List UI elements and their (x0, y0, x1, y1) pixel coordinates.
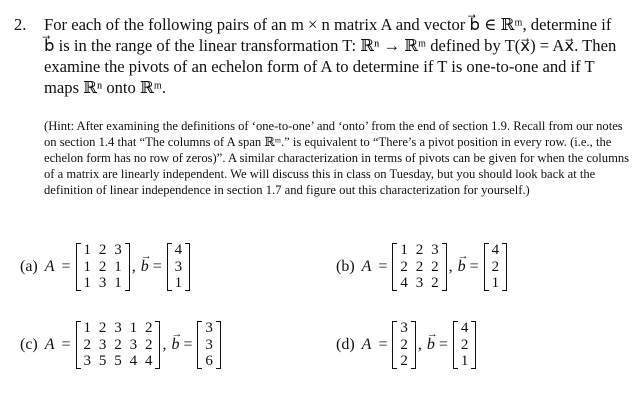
vector-b-col (457, 320, 472, 370)
matrix-a-col (80, 242, 95, 292)
matrix-entry: 1 (83, 242, 92, 258)
matrix-symbol-a: A (44, 335, 55, 353)
vector-b (167, 242, 190, 292)
problem-label: (b) (336, 257, 355, 275)
equals-sign: = (378, 335, 388, 353)
matrix-entry: 5 (114, 353, 122, 369)
matrix-entry: 4 (174, 242, 183, 258)
vector-arrow-icon: → (426, 327, 438, 340)
vector-b-col (171, 242, 186, 292)
matrix-a-col (110, 320, 125, 370)
matrix-entry: 4 (400, 275, 408, 291)
matrix-entry: 3 (83, 353, 92, 369)
matrix-entry: 2 (98, 242, 107, 258)
matrix-a-col (396, 320, 411, 370)
comma-separator: , (162, 335, 167, 353)
matrix-entry: 3 (415, 275, 424, 291)
problem-label: (d) (336, 335, 355, 353)
matrix-a (392, 320, 415, 370)
vector-b (197, 320, 220, 370)
matrix-a (76, 242, 130, 292)
matrix-entry: 3 (174, 258, 183, 275)
equals-sign: = (61, 257, 71, 275)
matrix-entry: 3 (400, 320, 408, 336)
matrix-entry: 1 (83, 275, 92, 291)
matrix-entry: 3 (98, 275, 107, 291)
matrix-entry: 3 (129, 336, 138, 353)
vector-symbol-b: b → (426, 327, 438, 353)
vector-arrow-icon: → (457, 249, 469, 262)
equals-sign: = (438, 335, 448, 353)
vector-symbol-b: b → (140, 249, 152, 275)
matrix-symbol-a: A (44, 257, 55, 275)
matrix-entry: 3 (205, 336, 213, 353)
matrix-entry: 2 (460, 336, 469, 353)
matrix-a-col (141, 320, 156, 370)
vector-symbol-b: b → (457, 249, 469, 275)
equals-sign: = (183, 335, 193, 353)
matrix-entry: 2 (145, 336, 153, 353)
problem-a (20, 242, 190, 292)
matrix-entry: 1 (174, 275, 183, 291)
equals-sign: = (378, 257, 388, 275)
matrix-a-col (110, 242, 125, 292)
matrix-entry: 4 (460, 320, 469, 336)
vector-b (484, 242, 507, 292)
matrix-entry: 1 (491, 275, 500, 291)
matrix-entry: 2 (83, 336, 92, 353)
hint-paragraph: (Hint: After examining the definitions of ‘one-to-one’ and ‘onto’ from the end of section 1.9. Recall from our notes on section 1.4 that “The columns of A span ℝᵐ.” is equivalent to “There’s a pivot position in every row. (i.e., the echelon form has no row of zeros)”. A similar characterization in terms of pivots can be given for when the columns of a matrix are linearly independent. We will discuss this in class on Tuesday, but you should look back at the definition of linear independence in section 1.7 and figure out this characterization for yourself.) (44, 119, 630, 198)
matrix-entry: 5 (98, 353, 107, 369)
problem-d (336, 320, 476, 370)
matrix-a (76, 320, 161, 370)
vector-arrow-icon: → (140, 249, 152, 262)
matrix-entry: 2 (400, 336, 408, 353)
matrix-entry: 4 (491, 242, 500, 258)
matrix-entry: 4 (129, 353, 138, 369)
equals-sign: = (152, 257, 162, 275)
matrix-entry: 2 (415, 242, 424, 258)
problem-label: (a) (20, 257, 38, 275)
matrix-a-col (126, 320, 141, 370)
equals-sign: = (469, 257, 479, 275)
matrix-entry: 1 (400, 242, 408, 258)
problem-c (20, 320, 221, 370)
matrix-entry: 2 (431, 258, 439, 275)
matrix-entry: 1 (114, 258, 122, 275)
matrix-a-col (80, 320, 95, 370)
matrix-entry: 1 (83, 258, 92, 275)
matrix-entry: 3 (114, 242, 122, 258)
matrix-entry: 3 (431, 242, 439, 258)
matrix-entry: 1 (460, 353, 469, 369)
question-text: For each of the following pairs of an m × n matrix A and vector b⃗ ∈ ℝᵐ, determine if b⃗ is in the range of the linear transformation T: ℝⁿ → ℝᵐ defined by T(x⃗) = Ax⃗. Then examine the pivots of an echelon form of A to determine if T is one-to-one and if T maps ℝⁿ onto ℝᵐ. (44, 15, 617, 97)
matrix-entry: 1 (83, 320, 92, 336)
matrix-entry: 3 (98, 336, 107, 353)
matrix-entry: 4 (145, 353, 153, 369)
matrix-entry: 3 (205, 320, 213, 336)
vector-symbol-b: b → (171, 327, 183, 353)
matrix-entry: 2 (400, 258, 408, 275)
matrix-entry: 2 (114, 336, 122, 353)
matrix-entry: 2 (98, 320, 107, 336)
question-number: 2. (14, 15, 27, 34)
matrix-a-col (427, 242, 442, 292)
problem-b (336, 242, 507, 292)
comma-separator: , (417, 335, 422, 353)
matrix-entry: 2 (491, 258, 500, 275)
matrix-a (392, 242, 446, 292)
comma-separator: , (448, 257, 453, 275)
vector-b-col (488, 242, 503, 292)
matrix-a-col (95, 242, 110, 292)
matrix-entry: 1 (129, 320, 138, 336)
matrix-a-col (396, 242, 411, 292)
matrix-symbol-a: A (361, 335, 372, 353)
matrix-entry: 2 (98, 258, 107, 275)
matrix-a-col (412, 242, 427, 292)
vector-b (453, 320, 476, 370)
matrix-entry: 2 (145, 320, 153, 336)
matrix-entry: 2 (400, 353, 408, 369)
comma-separator: , (131, 257, 136, 275)
matrix-entry: 2 (415, 258, 424, 275)
matrix-entry: 1 (114, 275, 122, 291)
matrix-entry: 3 (114, 320, 122, 336)
vector-arrow-icon: → (171, 327, 183, 340)
vector-b-col (201, 320, 216, 370)
matrix-entry: 2 (431, 275, 439, 291)
matrix-symbol-a: A (361, 257, 372, 275)
problem-label: (c) (20, 335, 38, 353)
matrix-entry: 6 (205, 353, 213, 369)
matrix-a-col (95, 320, 110, 370)
equals-sign: = (61, 335, 71, 353)
